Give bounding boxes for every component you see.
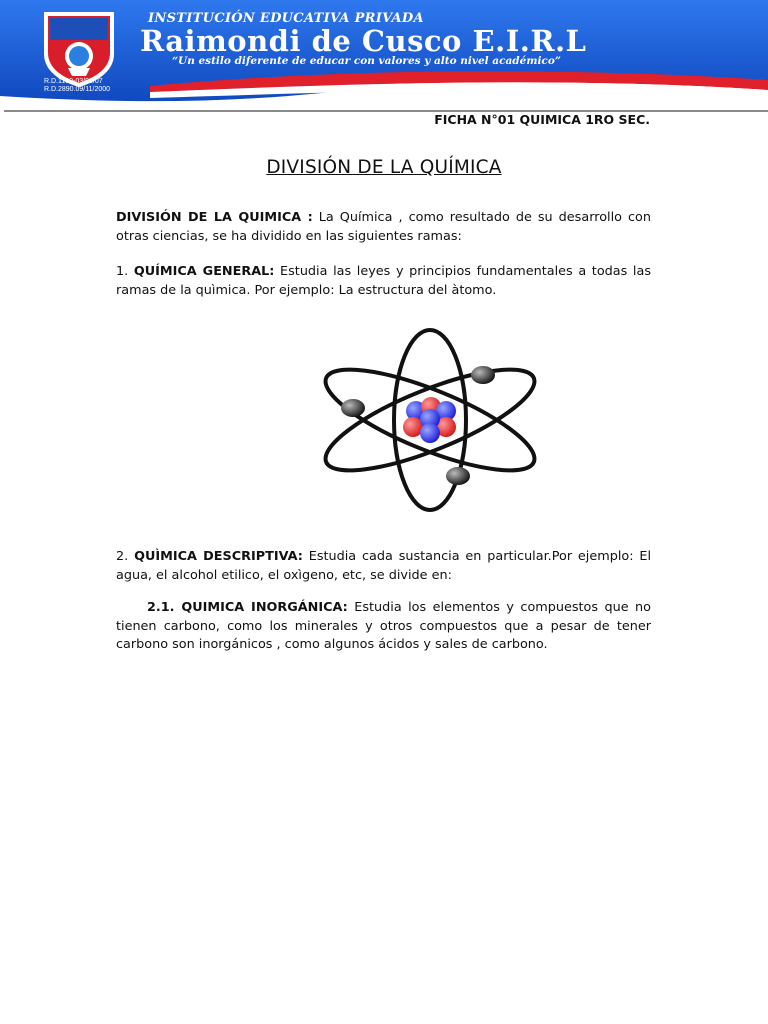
section-2-text: Estudia cada sustancia en particular.Por ejemplo: El agua, el alcohol etilico, el oxìgeno, etc, se divide en: [116,549,652,583]
section-2-1-paragraph [116,599,651,655]
section-2-1-label: 2.1. QUIMICA INORGÁNICA: [147,600,348,615]
institution-type: INSTITUCIÓN EDUCATIVA PRIVADA [148,11,424,26]
rd-line-1: R.D.1190-03/08/07 [44,78,103,85]
intro-label: DIVISIÓN DE LA QUIMICA : [116,210,313,225]
section-1-label: QUÍMICA GENERAL: [133,264,275,279]
section-2-number: 2. [116,549,135,564]
section-1-number: 1. [116,264,134,279]
section-2-1-text: Estudia los elementos y compuestos que no tienen carbono, como los minerales y otros compuestos que a pesar de tener carbono son inorgánicos , como algunos ácidos y sales de carbono. [116,600,651,652]
school-motto: “Un estilo diferente de educar con valores y alto nivel académico” [172,55,561,67]
rd-line-2: R.D.2890.09/11/2000 [44,86,111,93]
school-crest-logo [38,8,120,88]
section-1-paragraph [116,263,651,300]
worksheet-code: FICHA N°01 QUIMICA 1RO SEC. [434,112,650,127]
intro-paragraph [116,209,651,246]
intro-text: La Química , como resultado de su desarrollo con otras ciencias, se ha dividido en las siguientes ramas: [116,210,651,244]
header-divider [4,110,768,112]
atom-diagram-icon [318,325,542,515]
page-title: DIVISIÓN DE LA QUÍMICA [266,157,502,178]
section-2-label: QUÌMICA DESCRIPTIVA: [134,549,303,564]
section-2-paragraph [116,548,651,585]
section-1-text: Estudia las leyes y principios fundamentales a todas las ramas de la quìmica. Por ejemplo: La estructura del àtomo. [116,264,651,298]
school-name: Raimondi de Cusco E.I.R.L [140,24,587,58]
